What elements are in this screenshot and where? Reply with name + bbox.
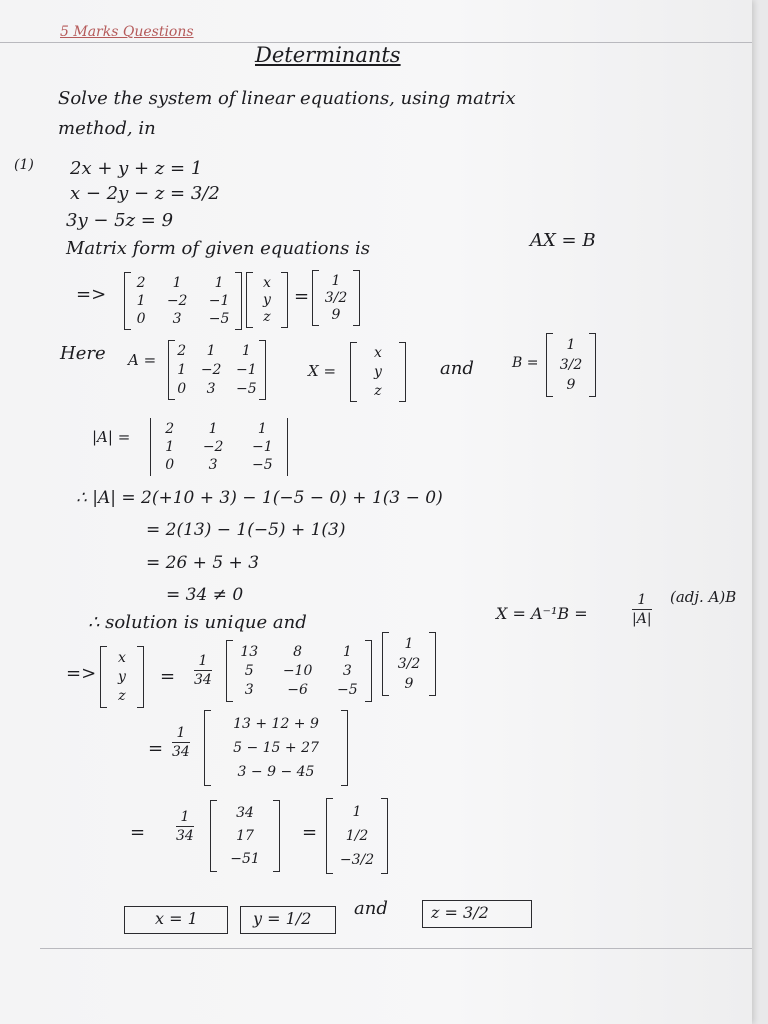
matrix-cell: 1 [352, 804, 362, 820]
matrix-cell: −10 [282, 662, 313, 679]
matrix-result [210, 800, 280, 872]
matrix-cell: y [118, 668, 126, 685]
label-detA: |A| = [92, 428, 131, 446]
fraction-one-over-34 [172, 726, 190, 759]
matrix-cell: −5 [208, 311, 230, 327]
matrix-cell: 0 [136, 311, 146, 327]
matrix-X [100, 646, 144, 708]
matrix-cell: z [118, 688, 126, 705]
answer-y: y = 1/2 [253, 909, 312, 928]
matrix-cell: 8 [293, 643, 303, 660]
and-text: and [440, 358, 474, 379]
equals-sign: = [302, 822, 318, 843]
matrix-cell: 1 [404, 636, 414, 652]
solution-formula-tail: (adj. A)B [670, 588, 737, 606]
answer-x: x = 1 [155, 909, 198, 928]
matrix-cell: 9 [404, 676, 414, 692]
fraction-one-over-34 [194, 654, 212, 687]
matrix-cell: 1 [214, 275, 224, 291]
matrix-cell: 2 [177, 343, 187, 360]
matrix-cell: −1 [252, 439, 273, 455]
matrix-cell: 1 [165, 439, 175, 455]
matrix-cell: −2 [202, 439, 224, 455]
label-X: X = [308, 362, 337, 380]
matrix-cell: 3/2 [324, 289, 348, 306]
matrix-B [546, 333, 596, 397]
matrix-cell: 1 [172, 275, 182, 291]
fraction-denominator: |A| [632, 611, 652, 628]
implies-arrow: => [76, 284, 107, 305]
matrix-X [350, 342, 406, 402]
matrix-cell: 1 [177, 361, 187, 378]
equation-3: 3y − 5z = 9 [66, 210, 174, 231]
answer-box-z [422, 900, 532, 928]
matrix-form-text: Matrix form of given equations is [66, 238, 371, 259]
matrix-cell: 1/2 [345, 828, 369, 844]
matrix-cell: −2 [166, 293, 188, 309]
header-note: 5 Marks Questions [60, 24, 194, 40]
matrix-cell: 13 [240, 643, 259, 660]
matrix-cell: −5 [252, 457, 273, 473]
answer-and-text: and [354, 898, 388, 919]
matrix-B [382, 632, 436, 696]
matrix-cell: y [374, 363, 382, 380]
matrix-constants [312, 270, 360, 326]
answer-box-y [240, 906, 336, 934]
ruled-line [40, 948, 752, 949]
expansion-line-1: ∴ |A| = 2(+10 + 3) − 1(−5 − 0) + 1(3 − 0) [76, 488, 443, 508]
fraction-denominator: 34 [176, 828, 194, 845]
matrix-variables [246, 272, 288, 328]
matrix-cell: 5 − 15 + 27 [233, 740, 319, 756]
label-B: B = [512, 355, 539, 371]
matrix-cell: 1 [136, 293, 146, 309]
question-line-1: Solve the system of linear equations, using matrix [58, 88, 516, 109]
implies-arrow: => [66, 663, 97, 684]
matrix-cell: z [263, 309, 271, 326]
question-number: (1) [14, 157, 34, 173]
matrix-cell: 1 [342, 643, 352, 660]
fraction-numerator: 1 [198, 653, 208, 669]
matrix-cell: −2 [200, 361, 222, 378]
fraction-numerator: 1 [637, 592, 647, 608]
fraction-numerator: 1 [176, 725, 186, 741]
expansion-line-3: = 26 + 5 + 3 [146, 553, 260, 573]
matrix-cell: 0 [165, 457, 175, 473]
matrix-sum [204, 710, 348, 786]
matrix-cell: 3 − 9 − 45 [237, 764, 315, 780]
matrix-cell: 34 [236, 805, 254, 822]
matrix-cell: z [374, 382, 382, 399]
equation-2: x − 2y − z = 3/2 [70, 183, 220, 204]
fraction-numerator: 1 [180, 809, 190, 825]
fraction-one-over-detA [632, 593, 652, 626]
solution-formula: X = A⁻¹B = [496, 604, 588, 623]
matrix-cell: x [118, 649, 126, 666]
matrix-cell: −1 [236, 361, 257, 378]
label-A: A = [128, 351, 157, 369]
matrix-A [168, 340, 266, 400]
matrix-cell: 1 [566, 337, 576, 353]
solution-text: ∴ solution is unique and [88, 612, 307, 633]
equals-sign: = [148, 738, 164, 759]
fraction-one-over-34 [176, 810, 194, 843]
fraction-denominator: 34 [172, 744, 190, 761]
matrix-cell: 3/2 [397, 656, 421, 672]
determinant-A [148, 418, 290, 476]
equals-sign: = [130, 822, 146, 843]
matrix-adjoint [226, 640, 372, 702]
question-line-2: method, in [58, 118, 156, 139]
page-title: Determinants [255, 43, 401, 67]
matrix-cell: 1 [208, 421, 218, 437]
here-label: Here [60, 343, 106, 364]
answer-box-x [124, 906, 228, 934]
matrix-cell: −5 [236, 380, 257, 397]
matrix-cell: 9 [331, 307, 341, 324]
matrix-cell: 2 [165, 421, 175, 437]
matrix-cell: 1 [257, 421, 267, 437]
matrix-cell: 17 [236, 827, 254, 844]
matrix-cell: 3 [342, 662, 352, 679]
expansion-line-2: = 2(13) − 1(−5) + 1(3) [146, 520, 346, 540]
matrix-cell: 1 [206, 343, 216, 360]
matrix-cell: 2 [136, 275, 146, 291]
matrix-cell: 3 [172, 311, 182, 327]
matrix-cell: 1 [331, 272, 341, 289]
matrix-cell: 9 [566, 377, 576, 393]
matrix-cell: 5 [244, 662, 254, 679]
matrix-coefficients [124, 272, 242, 330]
fraction-denominator: 34 [194, 672, 212, 689]
matrix-cell: 3/2 [559, 357, 583, 373]
expansion-line-4: = 34 ≠ 0 [166, 585, 244, 605]
matrix-cell: y [263, 291, 271, 308]
matrix-cell: 3 [206, 380, 216, 397]
equals-sign: = [294, 286, 310, 307]
matrix-cell: −5 [337, 682, 358, 699]
equals-sign: = [160, 666, 176, 687]
matrix-solution [326, 798, 388, 874]
matrix-cell: −3/2 [339, 852, 375, 868]
matrix-cell: 13 + 12 + 9 [233, 716, 319, 732]
matrix-cell: 3 [244, 682, 254, 699]
matrix-form-rhs: AX = B [530, 230, 596, 251]
matrix-cell: −6 [287, 682, 308, 699]
matrix-cell: x [374, 345, 382, 362]
matrix-cell: 0 [177, 380, 187, 397]
matrix-cell: 3 [208, 457, 218, 473]
matrix-cell: −1 [208, 293, 230, 309]
matrix-cell: −51 [230, 850, 260, 867]
matrix-cell: x [263, 274, 271, 291]
matrix-cell: 1 [241, 343, 251, 360]
equation-1: 2x + y + z = 1 [70, 158, 203, 179]
answer-z: z = 3/2 [431, 903, 489, 922]
